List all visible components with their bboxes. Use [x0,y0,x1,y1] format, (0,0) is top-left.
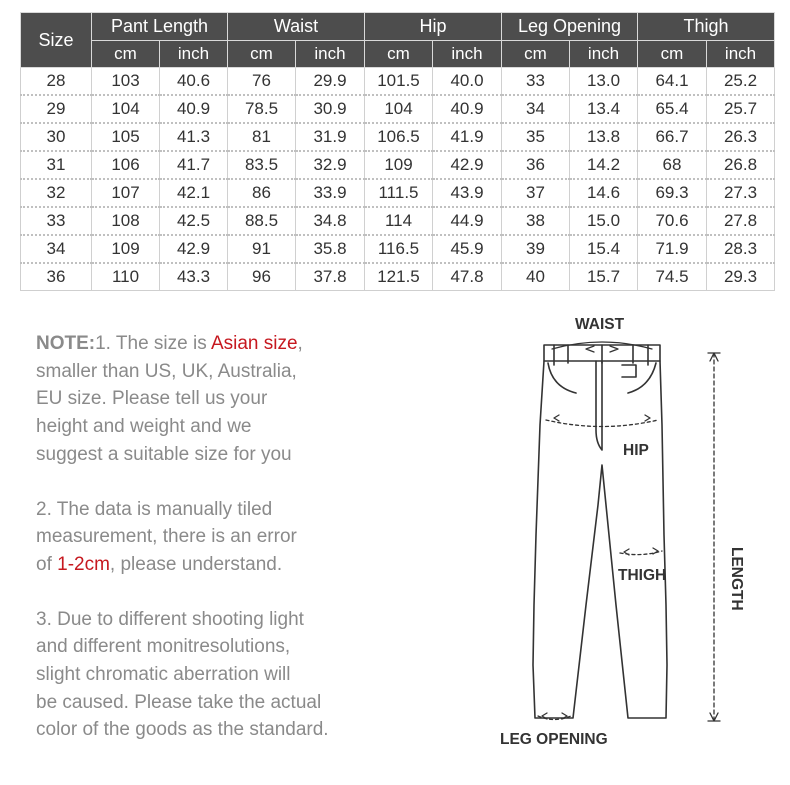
waist-label: WAIST [575,316,625,333]
unit-cm: cm [228,41,296,68]
measurement-cell: 40.6 [160,68,228,96]
measurement-cell: 37 [502,179,570,207]
unit-cm: cm [502,41,570,68]
table-row [21,151,775,179]
measurement-cell: 13.4 [570,95,638,123]
note-3-line: slight chromatic aberration will [36,664,291,686]
note-3-line: be caused. Please take the actual [36,691,322,713]
measurement-cell: 114 [365,207,433,235]
measurement-cell: 110 [92,263,160,291]
table-row [21,179,775,207]
size-cell: 31 [21,151,92,179]
measurement-cell: 25.2 [707,68,775,96]
table-row [21,68,775,96]
waist-header: Waist [228,13,365,41]
measurement-cell: 41.9 [433,123,502,151]
note-2-suffix: , please understand. [109,553,283,575]
measurement-cell: 42.5 [160,207,228,235]
measurement-cell: 26.3 [707,123,775,151]
measurement-cell: 40 [502,263,570,291]
measurement-cell: 40.9 [433,95,502,123]
measurement-cell: 74.5 [638,263,707,291]
thigh-header: Thigh [638,13,775,41]
table-header-row [21,13,775,41]
table-row [21,263,775,291]
measurement-cell: 104 [365,95,433,123]
measurement-cell: 40.0 [433,68,502,96]
size-cell: 32 [21,179,92,207]
measurement-cell: 33 [502,68,570,96]
measurement-cell: 27.8 [707,207,775,235]
measurement-cell: 108 [92,207,160,235]
measurement-cell: 29.3 [707,263,775,291]
measurement-cell: 40.9 [160,95,228,123]
measurement-cell: 43.3 [160,263,228,291]
fly-stitch [596,361,602,450]
pant-length-header: Pant Length [92,13,228,41]
measurement-cell: 81 [228,123,296,151]
measurement-cell: 64.1 [638,68,707,96]
thigh-label: THIGH [618,567,667,584]
measurement-cell: 35 [502,123,570,151]
measurement-cell: 41.7 [160,151,228,179]
measurement-cell: 103 [92,68,160,96]
measurement-cell: 41.3 [160,123,228,151]
table-row [21,207,775,235]
measurement-cell: 15.0 [570,207,638,235]
leg-opening-header: Leg Opening [502,13,638,41]
table-row [21,95,775,123]
measurement-cell: 69.3 [638,179,707,207]
measurement-cell: 121.5 [365,263,433,291]
measurement-cell: 96 [228,263,296,291]
measurement-cell: 34.8 [296,207,365,235]
error-range-highlight: 1-2cm [57,553,110,575]
measurement-cell: 45.9 [433,235,502,263]
measurement-cell: 88.5 [228,207,296,235]
measurement-cell: 106 [92,151,160,179]
measurement-cell: 13.0 [570,68,638,96]
note-2 [36,496,376,579]
unit-cm: cm [638,41,707,68]
measurement-cell: 15.4 [570,235,638,263]
measurement-cell: 116.5 [365,235,433,263]
measurement-cell: 13.8 [570,123,638,151]
measurement-cell: 42.9 [433,151,502,179]
measurement-cell: 71.9 [638,235,707,263]
measurement-cell: 86 [228,179,296,207]
measurement-cell: 27.3 [707,179,775,207]
measurement-cell: 66.7 [638,123,707,151]
unit-inch: inch [433,41,502,68]
note-1-line: EU size. Please tell us your [36,388,268,410]
measurement-cell: 14.2 [570,151,638,179]
measurement-cell: 47.8 [433,263,502,291]
measurement-cell: 107 [92,179,160,207]
measurement-cell: 28.3 [707,235,775,263]
measurement-cell: 25.7 [707,95,775,123]
size-column-header: Size [21,13,92,68]
measurement-cell: 42.1 [160,179,228,207]
measurement-cell: 101.5 [365,68,433,96]
length-label: LENGTH [728,547,745,611]
measurement-cell: 30.9 [296,95,365,123]
unit-cm: cm [92,41,160,68]
left-pocket [548,363,576,393]
measurement-cell: 106.5 [365,123,433,151]
unit-inch: inch [570,41,638,68]
note-3-line: 3. Due to different shooting light [36,608,304,630]
measurement-cell: 44.9 [433,207,502,235]
measurement-cell: 38 [502,207,570,235]
measurement-cell: 14.6 [570,179,638,207]
measurement-cell: 31.9 [296,123,365,151]
measurement-cell: 29.9 [296,68,365,96]
measurement-cell: 39 [502,235,570,263]
hip-label: HIP [623,442,649,459]
measurement-cell: 91 [228,235,296,263]
pants-illustration [490,305,760,760]
measurement-cell: 33.9 [296,179,365,207]
hip-header: Hip [365,13,502,41]
note-3 [36,606,376,745]
table-row [21,235,775,263]
size-cell: 33 [21,207,92,235]
unit-inch: inch [296,41,365,68]
table-unit-row [21,41,775,68]
measurement-cell: 78.5 [228,95,296,123]
right-pocket [628,363,656,393]
measurement-cell: 76 [228,68,296,96]
measurement-cell: 36 [502,151,570,179]
unit-inch: inch [160,41,228,68]
size-cell: 34 [21,235,92,263]
note-1-line: smaller than US, UK, Australia, [36,360,297,382]
size-cell: 28 [21,68,92,96]
note-2-line: 2. The data is manually tiled [36,498,273,520]
note-1 [36,330,376,469]
note-1-suffix: , [297,333,303,354]
table-row [21,123,775,151]
measurement-cell: 109 [92,235,160,263]
note-3-line: color of the goods as the standard. [36,719,329,741]
measurement-cell: 109 [365,151,433,179]
note-1-first-line [36,330,376,358]
coin-pocket [622,365,636,377]
measurement-cell: 111.5 [365,179,433,207]
asian-size-highlight: Asian size [210,333,298,354]
leg-opening-label: LEG OPENING [500,731,608,748]
measurement-cell: 32.9 [296,151,365,179]
measurement-cell: 65.4 [638,95,707,123]
size-cell: 36 [21,263,92,291]
measurement-cell: 35.8 [296,235,365,263]
size-cell: 29 [21,95,92,123]
measurement-cell: 70.6 [638,207,707,235]
size-table [20,12,775,291]
note-2-line: measurement, there is an error [36,526,297,548]
measurement-cell: 104 [92,95,160,123]
note-1-line: suggest a suitable size for you [36,443,292,465]
measurement-cell: 105 [92,123,160,151]
measurement-cell: 43.9 [433,179,502,207]
note-2-last-line [36,551,376,579]
measurement-cell: 42.9 [160,235,228,263]
measurement-diagram [490,305,760,760]
size-notes [36,330,376,771]
measurement-cell: 68 [638,151,707,179]
pants-outline [533,361,667,718]
measurement-cell: 83.5 [228,151,296,179]
note-3-line: and different monitresolutions, [36,636,291,658]
measurement-cell: 34 [502,95,570,123]
unit-inch: inch [707,41,775,68]
size-cell: 30 [21,123,92,151]
unit-cm: cm [365,41,433,68]
note-1-prefix: 1. The size is [95,333,211,354]
measurement-cell: 37.8 [296,263,365,291]
belt-loop [554,345,648,365]
measurement-cell: 15.7 [570,263,638,291]
note-1-line: height and weight and we [36,416,252,438]
note-2-prefix: of [36,553,58,575]
measurement-cell: 26.8 [707,151,775,179]
size-chart [20,12,774,291]
table-body [21,68,775,291]
note-label: NOTE: [36,333,96,354]
